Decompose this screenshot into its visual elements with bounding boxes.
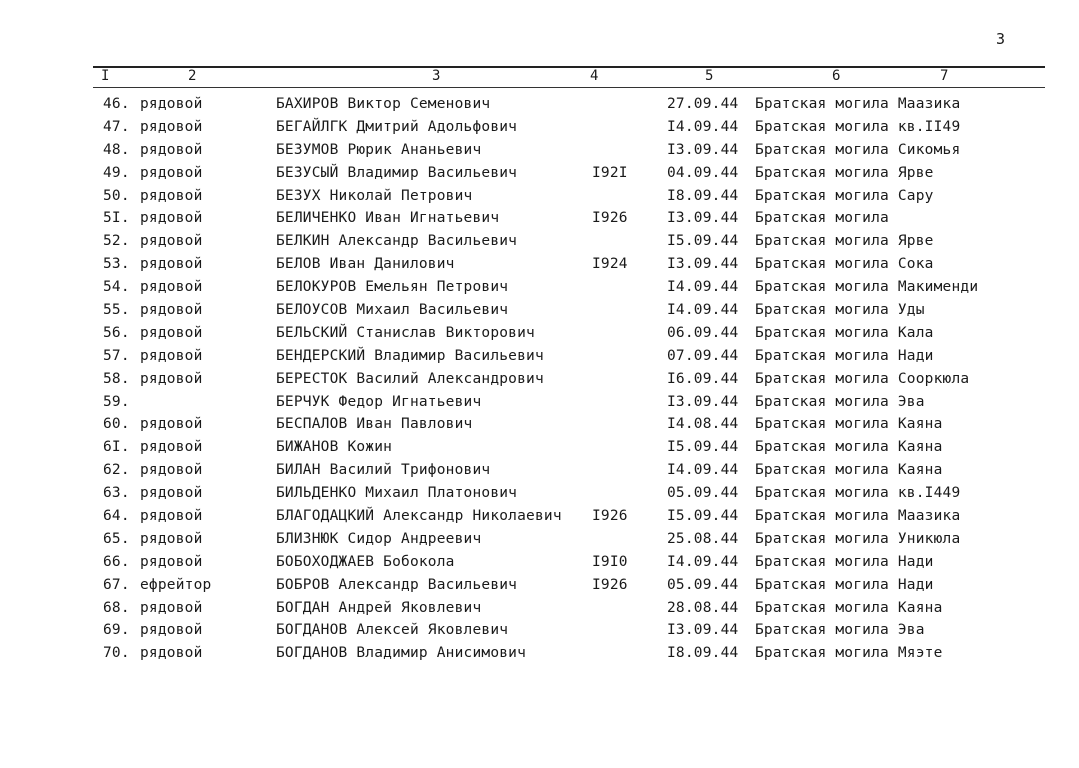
record-rank: рядовой	[140, 256, 203, 273]
record-rank: рядовой	[140, 439, 203, 456]
record-date: I3.09.44	[667, 141, 739, 158]
record-name: БОБОХОДЖАЕВ Бобокола	[276, 553, 455, 570]
record-number: 57.	[103, 347, 130, 364]
record-number: 52.	[103, 233, 130, 250]
table-row	[0, 597, 1079, 620]
record-number: 46.	[103, 96, 130, 112]
record-birth-year: I924	[592, 256, 628, 273]
record-rank: рядовой	[140, 141, 203, 158]
records-list	[0, 93, 1079, 665]
record-name: БЕЛОКУРОВ Емельян Петрович	[276, 279, 509, 296]
table-row	[0, 574, 1079, 597]
record-burial-place: Братская могила Маазика	[755, 508, 961, 525]
record-burial-place: Братская могила Нади	[755, 553, 934, 570]
record-rank: рядовой	[140, 599, 203, 616]
record-date: 05.09.44	[667, 485, 739, 502]
record-birth-year: I92I	[592, 164, 628, 181]
record-rank: рядовой	[140, 210, 203, 227]
record-burial-place: Братская могила Каяна	[755, 416, 943, 433]
header-top-rule	[93, 66, 1045, 68]
record-date: 06.09.44	[667, 324, 739, 341]
column-header-7: 7	[940, 68, 949, 84]
record-number: 49.	[103, 164, 130, 181]
record-date: I3.09.44	[667, 622, 739, 639]
record-rank: рядовой	[140, 553, 203, 570]
record-number: 58.	[103, 370, 130, 387]
record-name: БИЖАНОВ Кожин	[276, 439, 393, 456]
record-date: I5.09.44	[667, 233, 739, 250]
record-rank: рядовой	[140, 485, 203, 502]
record-number: 68.	[103, 599, 130, 616]
column-header-1: I	[101, 68, 110, 84]
table-row	[0, 299, 1079, 322]
record-name: БЕРЕСТОК Василий Александрович	[276, 370, 544, 387]
column-header-3: 3	[432, 68, 441, 84]
record-burial-place: Братская могила Уды	[755, 302, 925, 319]
record-burial-place: Братская могила Нади	[755, 347, 934, 364]
record-burial-place: Братская могила Маазика	[755, 96, 961, 112]
record-rank: рядовой	[140, 462, 203, 479]
record-date: I4.08.44	[667, 416, 739, 433]
record-burial-place: Братская могила Каяна	[755, 439, 943, 456]
record-rank: рядовой	[140, 324, 203, 341]
table-row	[0, 368, 1079, 391]
record-date: I4.09.44	[667, 279, 739, 296]
table-row	[0, 505, 1079, 528]
table-row	[0, 207, 1079, 230]
table-row	[0, 322, 1079, 345]
record-burial-place: Братская могила Сока	[755, 256, 934, 273]
record-rank: рядовой	[140, 164, 203, 181]
record-date: I5.09.44	[667, 439, 739, 456]
record-rank: ефрейтор	[140, 576, 212, 593]
record-name: БЛИЗНЮК Сидор Андреевич	[276, 530, 482, 547]
record-date: I3.09.44	[667, 256, 739, 273]
record-number: 53.	[103, 256, 130, 273]
record-date: I5.09.44	[667, 508, 739, 525]
record-burial-place: Братская могила Эва	[755, 622, 925, 639]
record-date: 07.09.44	[667, 347, 739, 364]
table-row	[0, 276, 1079, 299]
record-name: БЕГАЙЛГК Дмитрий Адольфович	[276, 118, 518, 135]
record-burial-place: Братская могила кв.I449	[755, 485, 961, 502]
record-number: 54.	[103, 279, 130, 296]
record-name: БЕЛОУСОВ Михаил Васильевич	[276, 302, 509, 319]
record-date: I3.09.44	[667, 210, 739, 227]
record-name: БОГДАНОВ Владимир Анисимович	[276, 645, 527, 662]
table-row	[0, 253, 1079, 276]
record-name: БЕЛЬСКИЙ Станислав Викторович	[276, 324, 535, 341]
record-number: 66.	[103, 553, 130, 570]
record-number: 48.	[103, 141, 130, 158]
record-date: I8.09.44	[667, 645, 739, 662]
table-row	[0, 116, 1079, 139]
record-date: I4.09.44	[667, 118, 739, 135]
record-burial-place: Братская могила Макименди	[755, 279, 979, 296]
record-number: 69.	[103, 622, 130, 639]
record-date: 05.09.44	[667, 576, 739, 593]
column-header-5: 5	[705, 68, 714, 84]
record-burial-place: Братская могила	[755, 210, 889, 227]
record-rank: рядовой	[140, 96, 203, 112]
record-number: 60.	[103, 416, 130, 433]
record-name: БИЛАН Василий Трифонович	[276, 462, 491, 479]
record-number: 70.	[103, 645, 130, 662]
record-date: 27.09.44	[667, 96, 739, 112]
table-row	[0, 528, 1079, 551]
record-name: БЕРЧУК Федор Игнатьевич	[276, 393, 482, 410]
record-name: БЕЛОВ Иван Данилович	[276, 256, 455, 273]
table-row	[0, 391, 1079, 414]
record-name: БЕСПАЛОВ Иван Павлович	[276, 416, 473, 433]
record-birth-year: I9I0	[592, 553, 628, 570]
record-burial-place: Братская могила Нади	[755, 576, 934, 593]
record-name: БОГДАН Андрей Яковлевич	[276, 599, 482, 616]
record-number: 56.	[103, 324, 130, 341]
record-date: I4.09.44	[667, 302, 739, 319]
record-name: БЕЗУСЫЙ Владимир Васильевич	[276, 164, 518, 181]
record-rank: рядовой	[140, 347, 203, 364]
record-burial-place: Братская могила Сооркюла	[755, 370, 970, 387]
record-name: БЕЗУМОВ Рюрик Ананьевич	[276, 141, 482, 158]
record-burial-place: Братская могила Уникюла	[755, 530, 961, 547]
record-number: 63.	[103, 485, 130, 502]
table-row	[0, 345, 1079, 368]
record-burial-place: Братская могила Кала	[755, 324, 934, 341]
record-birth-year: I926	[592, 210, 628, 227]
record-birth-year: I926	[592, 508, 628, 525]
table-row	[0, 642, 1079, 665]
table-row	[0, 482, 1079, 505]
table-row	[0, 436, 1079, 459]
record-number: 5I.	[103, 210, 130, 227]
record-date: I6.09.44	[667, 370, 739, 387]
record-date: 04.09.44	[667, 164, 739, 181]
record-rank: рядовой	[140, 508, 203, 525]
record-date: 28.08.44	[667, 599, 739, 616]
record-rank: рядовой	[140, 118, 203, 135]
record-rank: рядовой	[140, 233, 203, 250]
table-row	[0, 413, 1079, 436]
record-number: 50.	[103, 187, 130, 204]
record-name: БЕЛИЧЕНКО Иван Игнатьевич	[276, 210, 500, 227]
page-number: 3	[996, 30, 1006, 48]
record-name: БИЛЬДЕНКО Михаил Платонович	[276, 485, 518, 502]
record-rank: рядовой	[140, 416, 203, 433]
column-header-2: 2	[188, 68, 197, 84]
record-name: БЕЗУХ Николай Петрович	[276, 187, 473, 204]
record-burial-place: Братская могила Сикомья	[755, 141, 961, 158]
record-birth-year: I926	[592, 576, 628, 593]
record-rank: рядовой	[140, 187, 203, 204]
record-rank: рядовой	[140, 370, 203, 387]
record-number: 59.	[103, 393, 130, 410]
record-rank: рядовой	[140, 279, 203, 296]
record-burial-place: Братская могила Ярве	[755, 233, 934, 250]
record-date: I4.09.44	[667, 462, 739, 479]
record-number: 65.	[103, 530, 130, 547]
table-row	[0, 230, 1079, 253]
record-date: I4.09.44	[667, 553, 739, 570]
record-number: 64.	[103, 508, 130, 525]
record-rank: рядовой	[140, 645, 203, 662]
record-number: 67.	[103, 576, 130, 593]
table-row	[0, 459, 1079, 482]
header-bottom-rule	[93, 87, 1045, 88]
table-row	[0, 162, 1079, 185]
record-number: 47.	[103, 118, 130, 135]
record-number: 62.	[103, 462, 130, 479]
column-header-4: 4	[590, 68, 599, 84]
table-row	[0, 185, 1079, 208]
table-row	[0, 93, 1079, 116]
record-name: БЛАГОДАЦКИЙ Александр Николаевич	[276, 508, 562, 525]
record-name: БОБРОВ Александр Васильевич	[276, 576, 518, 593]
table-row	[0, 551, 1079, 574]
record-burial-place: Братская могила Каяна	[755, 462, 943, 479]
record-rank: рядовой	[140, 622, 203, 639]
record-name: БАХИРОВ Виктор Семенович	[276, 96, 491, 112]
record-date: I8.09.44	[667, 187, 739, 204]
record-rank: рядовой	[140, 302, 203, 319]
record-burial-place: Братская могила Эва	[755, 393, 925, 410]
record-burial-place: Братская могила Каяна	[755, 599, 943, 616]
record-date: I3.09.44	[667, 393, 739, 410]
record-number: 6I.	[103, 439, 130, 456]
record-name: БЕЛКИН Александр Васильевич	[276, 233, 518, 250]
table-row	[0, 619, 1079, 642]
record-rank: рядовой	[140, 530, 203, 547]
record-date: 25.08.44	[667, 530, 739, 547]
record-burial-place: Братская могила кв.II49	[755, 118, 961, 135]
record-number: 55.	[103, 302, 130, 319]
record-burial-place: Братская могила Ярве	[755, 164, 934, 181]
record-name: БОГДАНОВ Алексей Яковлевич	[276, 622, 509, 639]
record-burial-place: Братская могила Сару	[755, 187, 934, 204]
column-header-6: 6	[832, 68, 841, 84]
record-burial-place: Братская могила Мяэте	[755, 645, 943, 662]
record-name: БЕНДЕРСКИЙ Владимир Васильевич	[276, 347, 544, 364]
table-row	[0, 139, 1079, 162]
